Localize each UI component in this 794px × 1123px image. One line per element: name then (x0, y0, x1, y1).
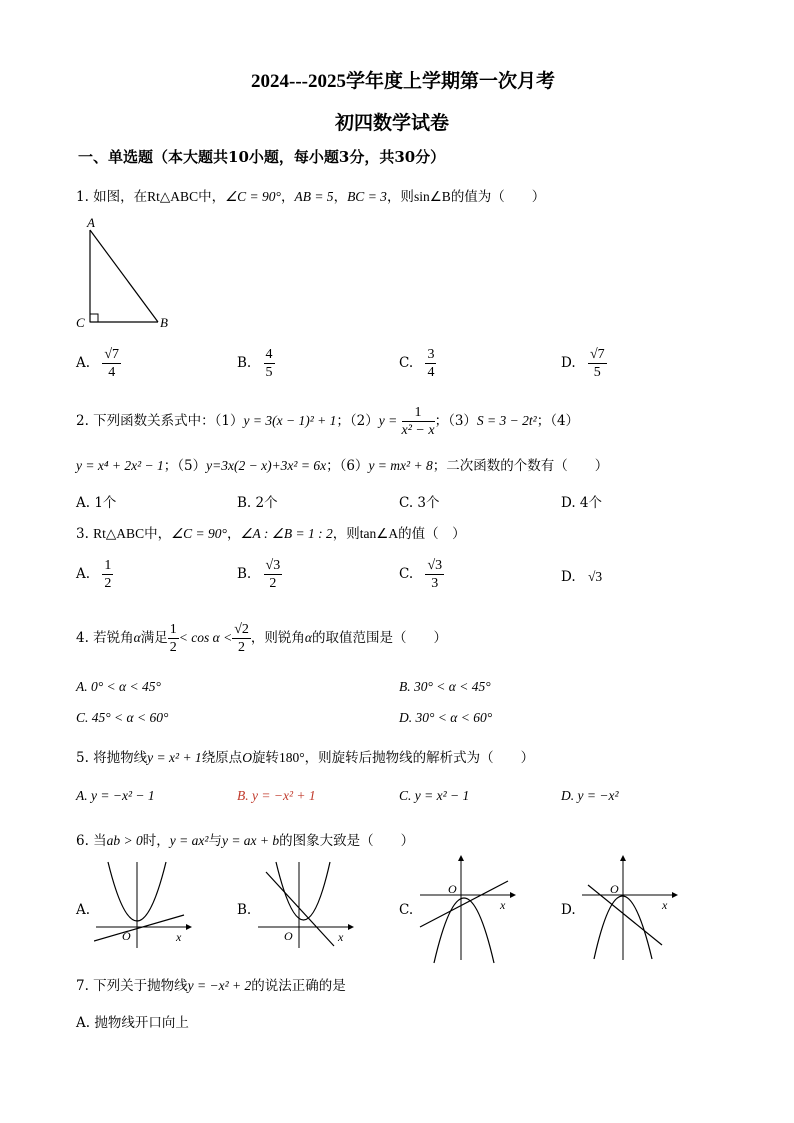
q2-option-d[interactable]: D. 4个 (561, 495, 603, 511)
q4-alpha-2: α (304, 630, 312, 645)
q3-option-a-den: 2 (104, 576, 112, 591)
q3-cond-angle: ∠C = 90° (171, 526, 227, 541)
q6-option-d-letter: D. (561, 902, 576, 918)
q2-expr-6: y = mx² + 8 (368, 458, 433, 473)
q1-option-c-num: 3 (427, 347, 435, 362)
q1-option-b-den: 5 (265, 365, 273, 380)
q4-text-d: 的取值范围是（ ） (311, 630, 447, 646)
question-7-stem (76, 974, 346, 994)
q2-expr-2-num: 1 (402, 404, 435, 422)
q6-option-a-letter: A. (76, 902, 91, 918)
q5-origin: O (242, 750, 252, 765)
q1-option-a[interactable] (76, 346, 121, 381)
q6-b-x: x (338, 930, 344, 944)
q5-text-d: ，则旋转后抛物线的解析式为（ ） (304, 750, 535, 766)
q4-right-num: √2 (234, 622, 249, 637)
q2-expr-3: S = 3 − 2t² (476, 413, 537, 428)
q5-option-c[interactable]: C. y = x² − 1 (399, 788, 470, 803)
q4-option-a[interactable]: A. 0° < α < 45° (76, 679, 161, 694)
q2-expr-1: y = 3(x − 1)² + 1 (243, 413, 337, 428)
q6-b-origin: O (284, 929, 293, 943)
q3-text-b: 中， (144, 526, 172, 542)
q5-expr: y = x² + 1 (147, 750, 202, 765)
q2-option-c[interactable]: C. 3个 (399, 495, 440, 511)
q3-text-d: ，则 (332, 526, 360, 542)
q6-graph-b (256, 860, 356, 950)
q2-text-b: ；（2） (336, 413, 379, 429)
q1-label-c: C (76, 315, 85, 330)
exam-subtitle: 初四数学试卷 (335, 113, 450, 134)
q7-expr: y = −x² + 2 (187, 978, 252, 993)
q1-text-f: 的值为（ ） (450, 189, 546, 205)
q1-option-a-den: 4 (108, 365, 116, 380)
exam-title: 2024---2025学年度上学期第一次月考 (251, 71, 555, 92)
q2-expr-2-den: x² − x (401, 423, 435, 438)
q4-left-num: 1 (169, 622, 177, 637)
q1-option-d-num: √7 (589, 347, 605, 362)
q1-option-c-letter: C. (399, 355, 414, 371)
q3-option-b-den: 2 (269, 576, 277, 591)
q4-option-b[interactable]: B. 30° < α < 45° (399, 679, 491, 694)
q1-text-e: ，则 (386, 189, 414, 205)
q3-text-e: 的值（ ） (398, 526, 466, 542)
q3-option-d[interactable] (561, 569, 602, 585)
q5-text-a: 5. 将抛物线 (76, 750, 148, 766)
q3-text-c: ， (226, 526, 241, 542)
q1-option-c[interactable] (399, 346, 436, 381)
q6-graph-d (580, 855, 680, 965)
q2-option-b[interactable]: B. 2个 (237, 495, 278, 511)
q1-text-c: ， (280, 189, 295, 205)
q7-text-b: 的说法正确的是 (251, 978, 346, 994)
q1-option-a-num: √7 (104, 347, 120, 362)
q3-option-a[interactable] (76, 557, 113, 592)
q3-option-c-num: √3 (427, 558, 443, 573)
q1-label-b: B (160, 315, 168, 330)
q3-option-c-den: 3 (431, 576, 439, 591)
q6-option-b-letter: B. (237, 902, 252, 918)
q3-option-d-letter: D. (561, 569, 576, 585)
q1-triangle-figure (74, 215, 184, 335)
q6-graph-c (418, 855, 518, 965)
q3-option-b-num: √3 (265, 558, 281, 573)
q6-option-c-letter: C. (399, 902, 414, 918)
q6-a-origin: O (122, 929, 131, 943)
q3-option-c-letter: C. (399, 566, 414, 582)
q7-text-a: 7. 下列关于抛物线 (76, 978, 188, 994)
q3-option-a-num: 1 (104, 558, 112, 573)
q2-text-c: ；（3） (434, 413, 477, 429)
q5-option-d[interactable]: D. y = −x² (561, 788, 619, 803)
q2-expr-5: y=3x(2 − x)+3x² = 6x (206, 458, 327, 473)
q5-option-b[interactable]: B. y = −x² + 1 (237, 788, 316, 803)
q3-tan-a: tan∠A (359, 526, 399, 541)
q7-option-a[interactable]: A. 抛物线开口向上 (76, 1015, 189, 1031)
section-heading: 一、单选题（本大题共10小题，每小题3分，共30分） (78, 148, 446, 166)
question-2-line-1 (76, 404, 579, 439)
q2-option-a[interactable]: A. 1个 (76, 495, 117, 511)
question-3-stem (76, 522, 466, 542)
q1-text-a: 1. 如图，在 (76, 189, 148, 205)
q6-condition: ab > 0 (106, 833, 143, 848)
q1-cond-bc: BC = 3 (347, 189, 387, 204)
q3-option-a-letter: A. (76, 566, 91, 582)
q6-text-b: 时， (142, 833, 170, 849)
q3-cond-ratio: ∠A : ∠B = 1 : 2 (240, 526, 333, 541)
q1-cond-ab: AB = 5 (294, 189, 334, 204)
q1-option-a-letter: A. (76, 355, 91, 371)
q5-text-b: 绕原点 (201, 750, 243, 766)
q6-option-b[interactable] (237, 902, 251, 918)
q1-option-b-letter: B. (237, 355, 252, 371)
q2-text-a: 2. 下列函数关系式中：（1） (76, 413, 244, 429)
q6-option-d[interactable] (561, 902, 576, 918)
q2-text-d: ；（4） (536, 413, 580, 429)
q5-option-a[interactable]: A. y = −x² − 1 (76, 788, 155, 803)
question-5-stem (76, 746, 534, 766)
q2-text-e: ；（5） (163, 458, 207, 474)
q6-d-origin: O (610, 882, 619, 896)
q6-text-a: 6. 当 (76, 833, 107, 849)
q4-inequality: < cos α < (178, 630, 233, 645)
q4-option-c[interactable]: C. 45° < α < 60° (76, 710, 169, 725)
q6-a-x: x (176, 930, 182, 944)
q4-right-den: 2 (238, 640, 246, 655)
q5-text-c: 旋转 (251, 750, 279, 766)
q6-c-x: x (500, 898, 506, 912)
q1-text-d: ， (333, 189, 348, 205)
q6-func-2: y = ax + b (221, 833, 280, 848)
q3-option-b-letter: B. (237, 566, 252, 582)
q3-option-c[interactable] (399, 557, 444, 592)
q1-sin-b: sin∠B (413, 189, 451, 204)
question-4-stem (76, 621, 447, 656)
q2-expr-4: y = x⁴ + 2x² − 1 (76, 458, 164, 473)
q1-triangle: Rt△ABC (147, 189, 199, 204)
q3-text-a: 3. (76, 526, 94, 542)
q4-left-den: 2 (169, 640, 177, 655)
q6-graph-a (94, 860, 194, 950)
q6-d-x: x (662, 898, 668, 912)
q6-func-1: y = ax² (169, 833, 209, 848)
q1-text-b: 中， (198, 189, 226, 205)
q5-degree: 180° (278, 750, 305, 765)
q6-option-c[interactable] (399, 902, 413, 918)
q3-triangle: Rt△ABC (93, 526, 145, 541)
q6-text-c: 与 (208, 833, 222, 849)
q6-option-a[interactable] (76, 902, 90, 918)
q1-option-c-den: 4 (427, 365, 435, 380)
q2-text-f: ；（6） (326, 458, 369, 474)
q3-option-d-value: √3 (587, 569, 603, 584)
q1-label-a: A (87, 215, 95, 230)
q4-text-c: ，则锐角 (250, 630, 305, 646)
q1-cond-angle: ∠C = 90° (225, 189, 281, 204)
q1-option-b-num: 4 (265, 347, 273, 362)
q4-option-d[interactable]: D. 30° < α < 60° (399, 710, 493, 725)
q1-option-d[interactable] (561, 346, 607, 381)
question-2-line-2 (76, 454, 608, 474)
q4-alpha-1: α (133, 630, 141, 645)
q1-option-d-den: 5 (593, 365, 601, 380)
q4-text-a: 4. 若锐角 (76, 630, 134, 646)
q3-option-b[interactable] (237, 557, 282, 592)
question-1-stem (76, 185, 545, 205)
q2-text-g: ；二次函数的个数有（ ） (432, 458, 609, 474)
q1-option-d-letter: D. (561, 355, 576, 371)
q6-text-d: 的图象大致是（ ） (279, 833, 415, 849)
q4-text-b: 满足 (140, 630, 168, 646)
q1-option-b[interactable] (237, 346, 275, 381)
q2-expr-2-left: y = (378, 413, 398, 428)
q6-c-origin: O (448, 882, 457, 896)
question-6-stem (76, 829, 414, 849)
